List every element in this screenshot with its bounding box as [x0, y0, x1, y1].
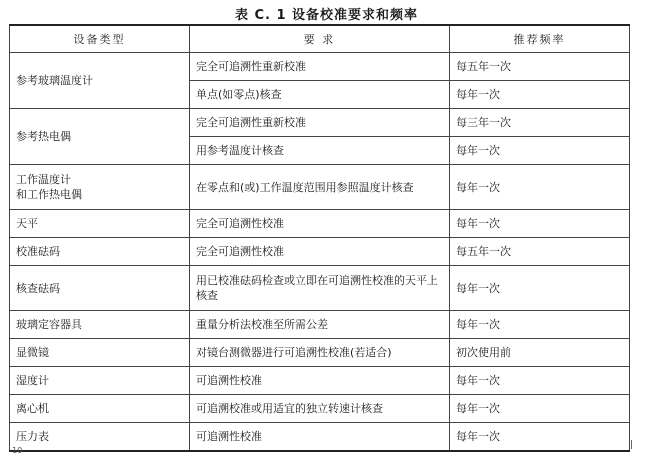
frequency-cell: 每五年一次 [450, 53, 630, 81]
frequency-cell: 每年一次 [450, 81, 630, 109]
equipment-type-cell: 工作温度计 和工作热电偶 [10, 165, 190, 210]
table-row [10, 165, 630, 210]
equipment-type-cell: 离心机 [10, 395, 190, 423]
requirement-cell: 完全可追溯性重新校准 [190, 53, 450, 81]
equipment-type-cell: 校准砝码 [10, 238, 190, 266]
requirement-cell: 完全可追溯性校准 [190, 210, 450, 238]
requirement-cell: 完全可追溯性校准 [190, 238, 450, 266]
frequency-cell: 每年一次 [450, 210, 630, 238]
frequency-cell: 初次使用前 [450, 339, 630, 367]
table-row [10, 423, 630, 452]
requirement-cell: 单点(如零点)核查 [190, 81, 450, 109]
frequency-cell: 每五年一次 [450, 238, 630, 266]
table-row [10, 367, 630, 395]
frequency-cell: 每年一次 [450, 311, 630, 339]
table-header-row [10, 25, 630, 53]
page-edge-mark: | [630, 440, 634, 450]
frequency-cell: 每三年一次 [450, 109, 630, 137]
table-row [10, 339, 630, 367]
requirement-cell: 在零点和(或)工作温度范围用参照温度计核查 [190, 165, 450, 210]
table-row [10, 238, 630, 266]
header-equipment-type: 设备类型 [10, 25, 190, 53]
equipment-type-cell: 湿度计 [10, 367, 190, 395]
frequency-cell: 每年一次 [450, 266, 630, 311]
requirement-cell: 可追溯校准或用适宜的独立转速计核查 [190, 395, 450, 423]
table-row [10, 210, 630, 238]
requirement-cell: 用参考温度计核查 [190, 137, 450, 165]
equipment-type-cell: 压力表 [10, 423, 190, 452]
table-row [10, 109, 630, 137]
table-row [10, 395, 630, 423]
frequency-cell: 每年一次 [450, 165, 630, 210]
equipment-type-cell: 显微镜 [10, 339, 190, 367]
frequency-cell: 每年一次 [450, 395, 630, 423]
table-row [10, 266, 630, 311]
table-title: 表 C. 1 设备校准要求和频率 [234, 8, 419, 23]
table-row [10, 311, 630, 339]
table-row [10, 53, 630, 81]
requirement-cell: 对镜台测微器进行可追溯性校准(若适合) [190, 339, 450, 367]
header-requirement: 要 求 [190, 25, 450, 53]
requirement-cell: 重量分析法校准至所需公差 [190, 311, 450, 339]
equipment-type-cell: 天平 [10, 210, 190, 238]
requirement-cell: 用已校准砝码检查或立即在可追溯性校准的天平上核查 [190, 266, 450, 311]
frequency-cell: 每年一次 [450, 423, 630, 452]
requirement-cell: 可追溯性校准 [190, 423, 450, 452]
page-number: 10 [12, 446, 23, 455]
equipment-type-cell: 核查砝码 [10, 266, 190, 311]
requirement-cell: 可追溯性校准 [190, 367, 450, 395]
equipment-type-cell: 参考热电偶 [10, 109, 190, 165]
equipment-type-cell: 玻璃定容器具 [10, 311, 190, 339]
equipment-type-cell: 参考玻璃温度计 [10, 53, 190, 109]
frequency-cell: 每年一次 [450, 137, 630, 165]
frequency-cell: 每年一次 [450, 367, 630, 395]
header-frequency: 推荐频率 [450, 25, 630, 53]
requirement-cell: 完全可追溯性重新校准 [190, 109, 450, 137]
calibration-table [9, 24, 630, 452]
